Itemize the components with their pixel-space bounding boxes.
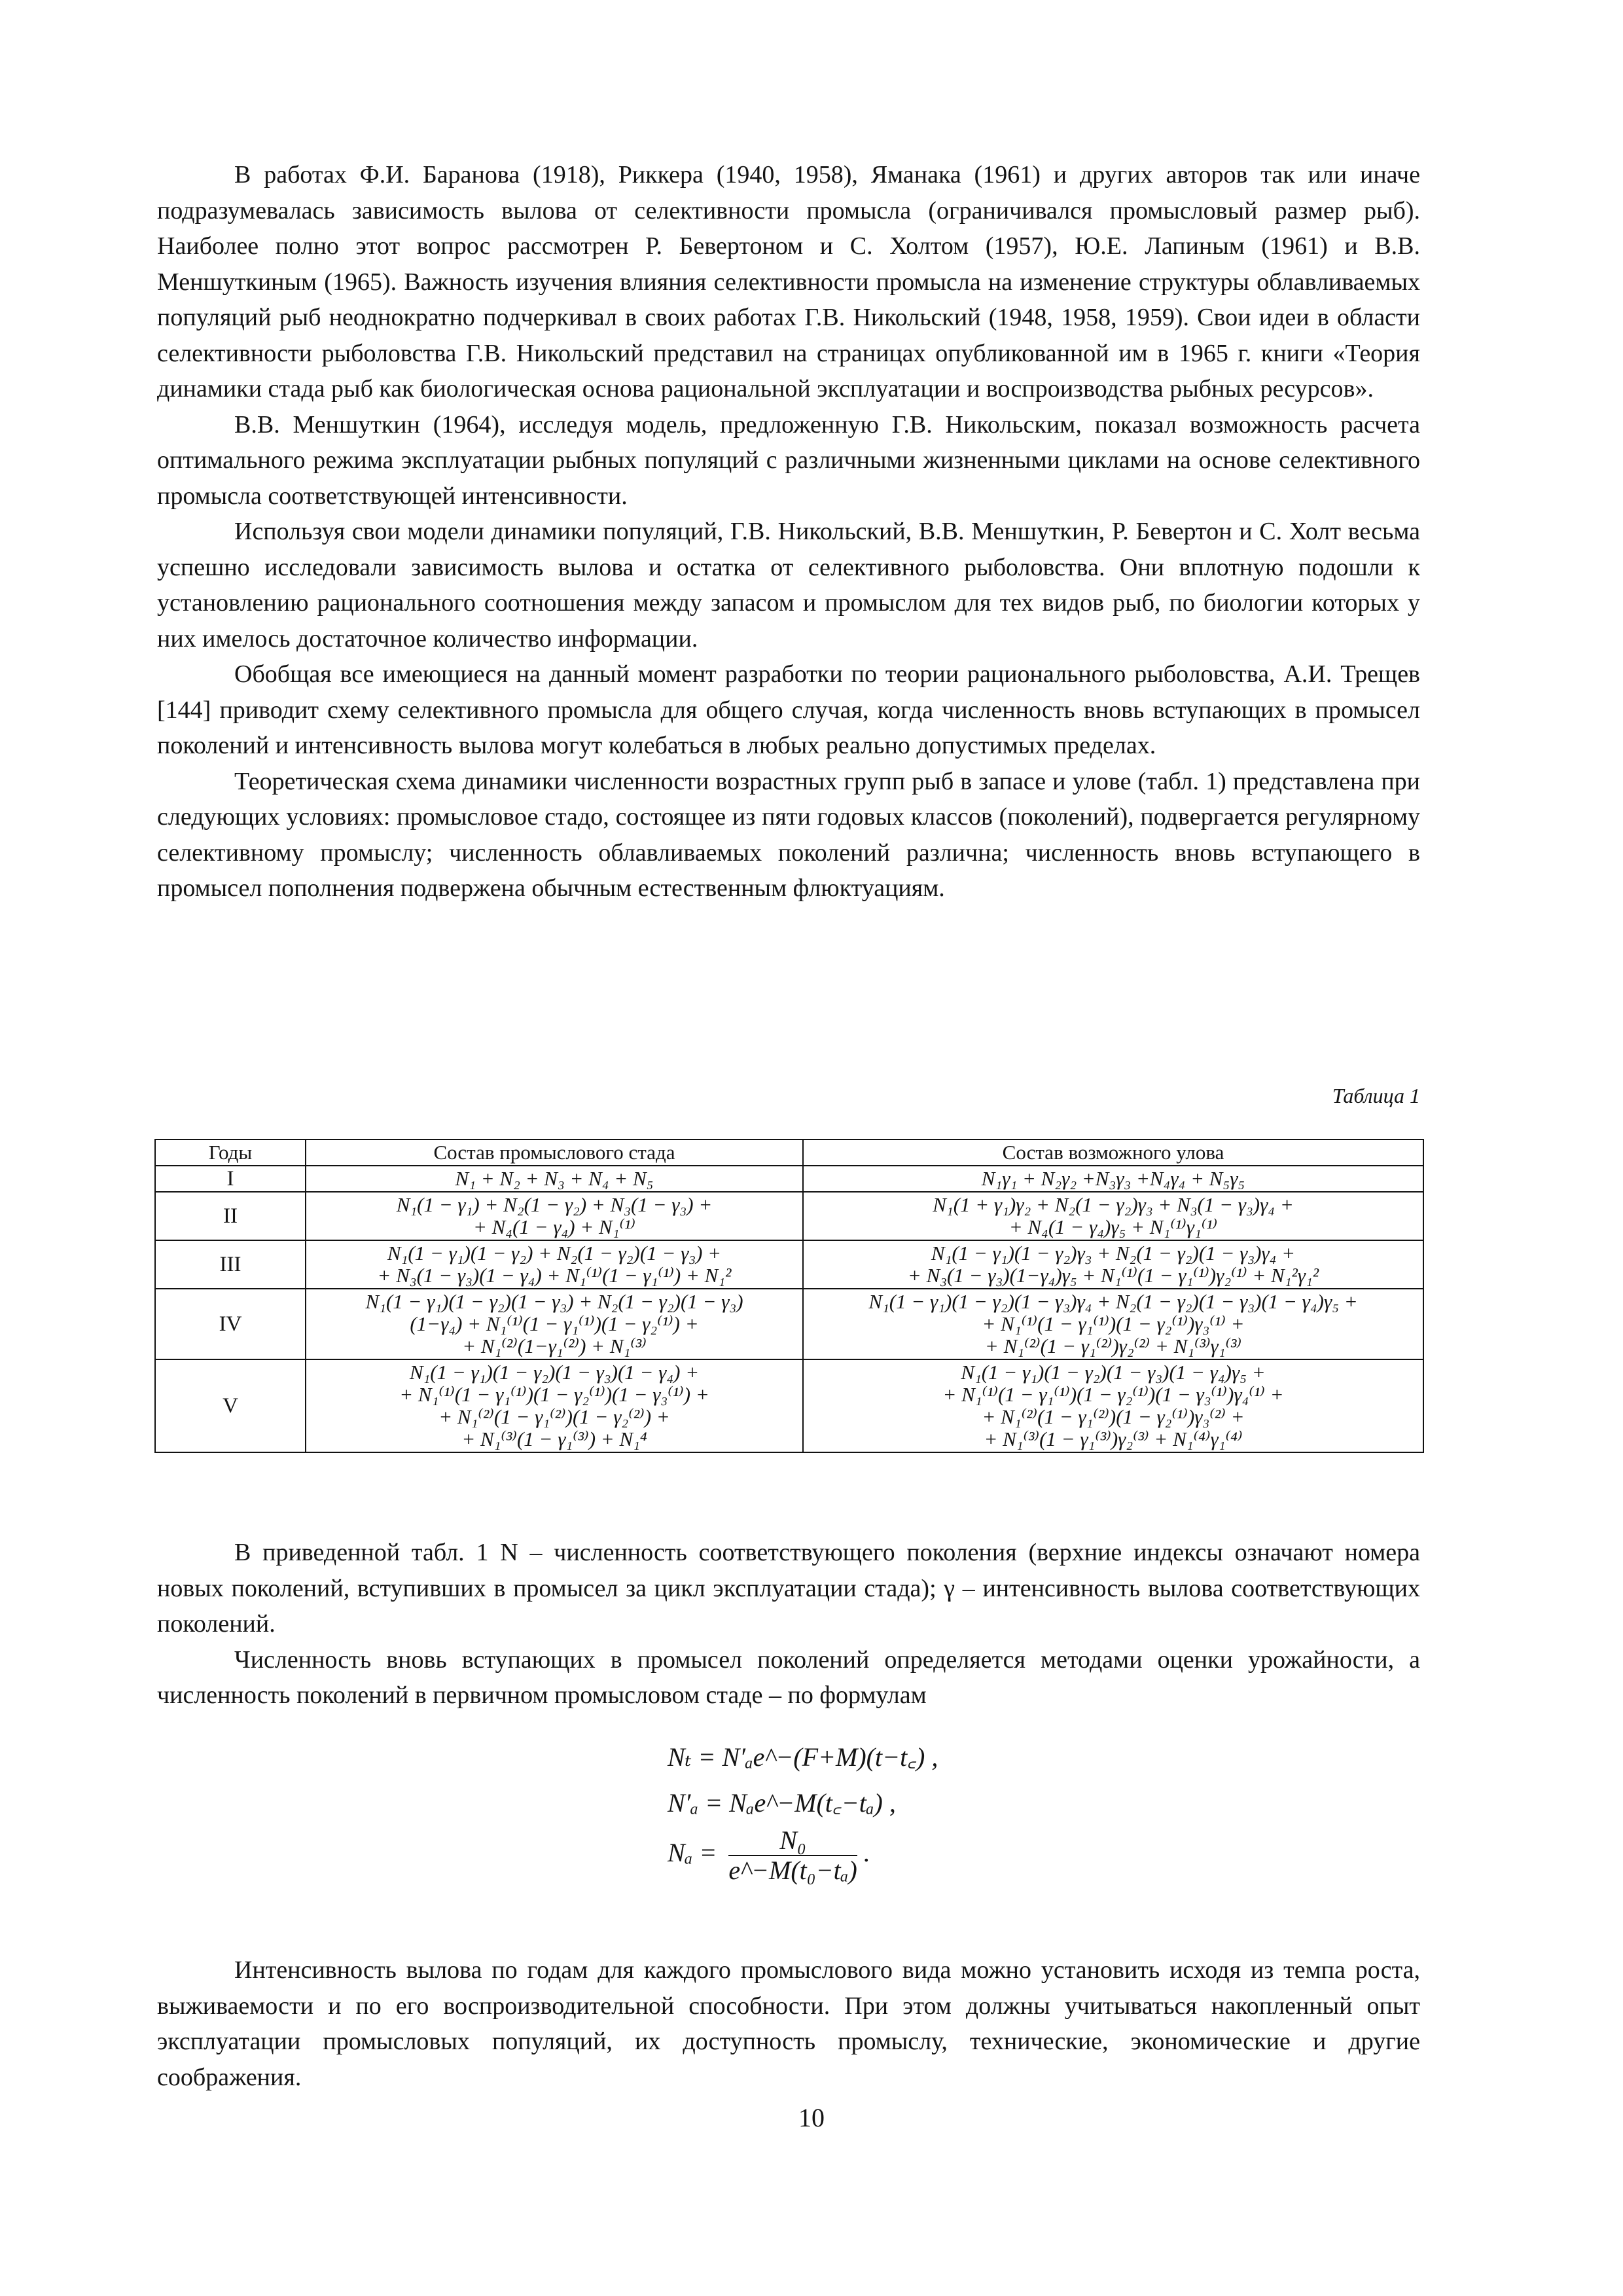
formula-na — [668, 1825, 1060, 1885]
formula-line: + N₁⁽²⁾(1 − γ₁⁽²⁾)(1 − γ₂⁽¹⁾)γ₃⁽²⁾ + — [982, 1405, 1245, 1428]
formula-line: + N₁⁽²⁾(1 − γ₁⁽²⁾)(1 − γ₂⁽²⁾) + — [438, 1405, 670, 1428]
catch-cell — [803, 1192, 1423, 1240]
header-stock: Состав промыслового стада — [306, 1139, 803, 1166]
catch-scheme-table — [154, 1139, 1424, 1453]
formula-line: N₁(1 − γ₁)(1 − γ₂)(1 − γ₃)(1 − γ₄)γ₅ + — [961, 1361, 1266, 1384]
year-cell: V — [155, 1359, 306, 1452]
stock-cell — [306, 1166, 803, 1192]
table-row — [155, 1192, 1423, 1240]
year-cell: II — [155, 1192, 306, 1240]
fraction-denominator: e^−M(t₀−tₐ) — [728, 1856, 857, 1885]
fraction-numerator: N₀ — [728, 1826, 857, 1856]
header-catch: Состав возможного улова — [803, 1139, 1423, 1166]
formula-line: + N₁⁽³⁾(1 − γ₁⁽³⁾) + N₁⁴ — [461, 1427, 647, 1450]
table-row — [155, 1359, 1423, 1452]
header-years: Годы — [155, 1139, 306, 1166]
formula-line: + N₁⁽²⁾(1−γ₁⁽²⁾) + N₁⁽³⁾ — [462, 1335, 647, 1357]
catch-cell — [803, 1289, 1423, 1359]
stock-cell — [306, 1192, 803, 1240]
catch-cell — [803, 1166, 1423, 1192]
formula-na-prime: N′ₐ = Nₐe^−M(t꜀−tₐ) , — [668, 1788, 896, 1818]
formula-line: + N₃(1 − γ₃)(1−γ₄)γ₅ + N₁⁽¹⁾(1 − γ₁⁽¹⁾)γ₂⁽¹⁾ + N₁²γ₁² — [907, 1264, 1319, 1287]
formula-line: N₁γ₁ + N₂γ₂ +N₃γ₃ +N₄γ₄ + N₅γ₅ — [981, 1167, 1245, 1190]
table-row — [155, 1240, 1423, 1289]
year-cell: I — [155, 1166, 306, 1192]
formula-line: + N₁⁽¹⁾(1 − γ₁⁽¹⁾)(1 − γ₂⁽¹⁾)γ₃⁽¹⁾ + — [982, 1312, 1245, 1335]
fraction — [728, 1826, 857, 1885]
paragraph: Обобщая все имеющиеся на данный момент разработки по теории рационального рыболовства, А.И. Трещев [144] приводит схему селективного промысла для общего случая, когда численность вновь вступающих в промысел поколений и интенсивность вылова могут колебаться в любых реально допустимых пределах. — [157, 660, 1420, 759]
formula-line: + N₄(1 − γ₄) + N₁⁽¹⁾ — [473, 1215, 636, 1238]
formula-line: N₁(1 + γ₁)γ₂ + N₂(1 − γ₂)γ₃ + N₃(1 − γ₃)γ₄ + — [933, 1193, 1294, 1216]
table-row — [155, 1166, 1423, 1192]
stock-cell — [306, 1289, 803, 1359]
page-number: 10 — [798, 2103, 825, 2132]
formula-line: + N₁⁽³⁾(1 − γ₁⁽³⁾)γ₂⁽³⁾ + N₁⁽⁴⁾γ₁⁽⁴⁾ — [984, 1427, 1243, 1450]
stock-cell — [306, 1240, 803, 1289]
paragraph: Численность вновь вступающих в промысел поколений определяется методами оценки урожайности, а численность поколений в первичном промысловом стаде – по формулам — [157, 1645, 1420, 1709]
formula-line: N₁(1 − γ₁)(1 − γ₂)(1 − γ₃) + N₂(1 − γ₂)(1 − γ₃) — [365, 1290, 743, 1313]
formula-line: + N₄(1 − γ₄)γ₅ + N₁⁽¹⁾γ₁⁽¹⁾ — [1008, 1215, 1218, 1238]
paragraph: Используя свои модели динамики популяций, Г.В. Никольский, В.В. Меншуткин, Р. Бевертон и С. Холт весьма успешно исследовали зависимость вылова и остатка от селективного рыболовства. Они вплотную подошли к установлению рационального соотношения между запасом и промыслом для тех видов рыб, по биологии которых у них имелось достаточное количество информации. — [157, 518, 1420, 653]
formula-line: + N₁⁽¹⁾(1 − γ₁⁽¹⁾)(1 − γ₂⁽¹⁾)(1 − γ₃⁽¹⁾) + — [399, 1383, 709, 1406]
formula-line: + N₁⁽²⁾(1 − γ₁⁽²⁾)γ₂⁽²⁾ + N₁⁽³⁾γ₁⁽³⁾ — [984, 1335, 1242, 1357]
paragraph: Теоретическая схема динамики численности возрастных групп рыб в запасе и улове (табл. 1) представлена при следующих условиях: промысловое стадо, состоящее из пяти годовых классов (поколений), подвергается регулярному селективному промыслу; численность облавливаемых поколений различна; численность вновь вступающего в промысел пополнения подвержена обычным естественным флюктуациям. — [157, 767, 1420, 902]
formula-line: N₁(1 − γ₁)(1 − γ₂) + N₂(1 − γ₂)(1 − γ₃) + — [387, 1242, 722, 1265]
table-header-row — [155, 1139, 1423, 1166]
year-cell: III — [155, 1240, 306, 1289]
formula-line: + N₁⁽¹⁾(1 − γ₁⁽¹⁾)(1 − γ₂⁽¹⁾)(1 − γ₃⁽¹⁾)γ₄⁽¹⁾ + — [942, 1383, 1284, 1406]
formula-line: N₁(1 − γ₁)(1 − γ₂)(1 − γ₃)(1 − γ₄) + — [409, 1361, 700, 1384]
formula-line: + N₃(1 − γ₃)(1 − γ₄) + N₁⁽¹⁾(1 − γ₁⁽¹⁾) + N₁² — [377, 1264, 732, 1287]
table-row — [155, 1289, 1423, 1359]
formula-end: . — [863, 1838, 870, 1868]
formula-nt: Nₜ = N′ₐe^−(F+M)(t−t꜀) , — [668, 1742, 938, 1772]
paragraph: В приведенной табл. 1 N – численность соответствующего поколения (верхние индексы означают номера новых поколений, вступивших в промысел за цикл эксплуатации стада); γ – интенсивность вылова соответствующих поколений. — [157, 1539, 1420, 1638]
formula-lhs: Nₐ = — [668, 1838, 717, 1868]
table-caption: Таблица 1 — [1332, 1084, 1420, 1107]
paragraph: В.В. Меншуткин (1964), исследуя модель, предложенную Г.В. Никольским, показал возможность расчета оптимального режима эксплуатации рыбных популяций с различными жизненными циклами на основе селективного промысла соответствующей интенсивности. — [157, 410, 1420, 510]
after-table-text — [157, 1535, 1420, 1713]
formula-line: N₁(1 − γ₁)(1 − γ₂)(1 − γ₃)γ₄ + N₂(1 − γ₂)(1 − γ₃)(1 − γ₄)γ₅ + — [868, 1290, 1358, 1313]
intro-text — [157, 157, 1420, 906]
formula-line: N₁(1 − γ₁)(1 − γ₂)γ₃ + N₂(1 − γ₂)(1 − γ₃)γ₄ + — [931, 1242, 1296, 1265]
catch-cell — [803, 1240, 1423, 1289]
formula-line: (1−γ₄) + N₁⁽¹⁾(1 − γ₁⁽¹⁾)(1 − γ₂⁽¹⁾) + — [410, 1312, 699, 1335]
formula-line: N₁ + N₂ + N₃ + N₄ + N₅ — [455, 1167, 654, 1190]
final-text — [157, 1952, 1420, 2095]
paragraph: В работах Ф.И. Баранова (1918), Риккера (1940, 1958), Яманака (1961) и других авторов так или иначе подразумевалась зависимость вылова от селективности промысла (ограничивался промысловый размер рыб). Наиболее полно этот вопрос рассмотрен Р. Бевертоном и С. Холтом (1957), Ю.Е. Лапиным (1961) и В.В. Меншуткиным (1965). Важность изучения влияния селективности промысла на изменение структуры облавливаемых популяций рыб неоднократно подчеркивал в своих работах Г.В. Никольский (1948, 1958, 1959). Свои идеи в области селективности рыболовства Г.В. Никольский представил на страницах опубликованной им в 1965 г. книги «Теория динамики стада рыб как биологическая основа рациональной эксплуатации и воспроизводства рыбных ресурсов». — [157, 161, 1420, 403]
year-cell: IV — [155, 1289, 306, 1359]
paragraph: Интенсивность вылова по годам для каждого промыслового вида можно установить исходя из темпа роста, выживаемости и по его воспроизводительной способности. При этом должны учитываться накопленный опыт эксплуатации промысловых популяций, их доступность промыслу, технические, экономические и другие соображения. — [157, 1956, 1420, 2091]
stock-cell — [306, 1359, 803, 1452]
catch-cell — [803, 1359, 1423, 1452]
formula-block — [668, 1734, 1060, 1885]
formula-line: N₁(1 − γ₁) + N₂(1 − γ₂) + N₃(1 − γ₃) + — [396, 1193, 713, 1216]
